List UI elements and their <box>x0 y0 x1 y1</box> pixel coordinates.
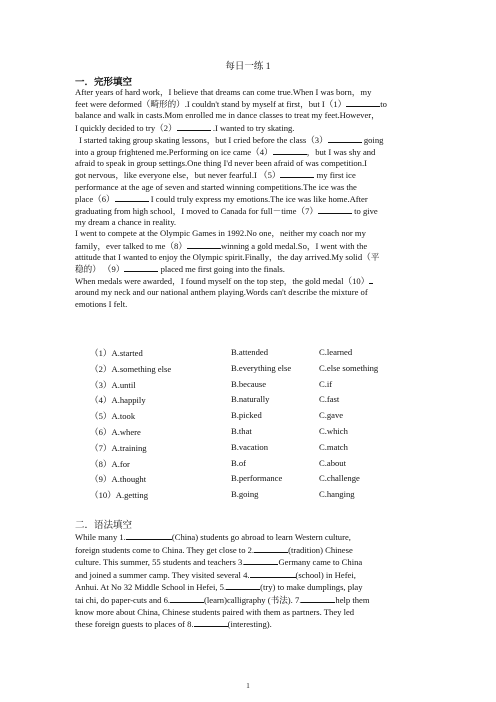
passage-line: know more about China, Chinese students paired with them as partners. They led <box>75 606 355 617</box>
option-b[interactable]: B.vacation <box>231 441 268 452</box>
blank-8[interactable] <box>187 240 221 249</box>
passage-line: feet were deformed（畸形的）.I couldn't stand by myself at first，but I（1） to <box>75 99 387 110</box>
option-a[interactable]: （3）A.until <box>90 379 136 390</box>
passage-line: balance and walk in casts.Mom enrolled me in dance classes to treat my feet.However， <box>75 110 380 121</box>
option-c[interactable]: C.challenge <box>319 473 360 484</box>
passage-line: foreign students come to China. They get close to 2. (tradition) Chinese <box>75 544 353 555</box>
blank-1[interactable] <box>346 98 380 107</box>
passage-line: tai chi, do paper-cuts and 6. (learn)calligraphy (书法). 7. help them <box>75 594 370 605</box>
option-a[interactable]: （5）A.took <box>90 411 136 422</box>
option-a[interactable]: （4）A.happily <box>90 395 146 406</box>
passage-line: When medals were awarded，I found myself on the top step，the gold medal（10） <box>75 275 425 287</box>
passage-line: I started taking group skating lessons，but I cried before the class（3） going <box>79 134 384 145</box>
grammar-passage <box>75 531 425 631</box>
blank-9[interactable] <box>124 263 158 272</box>
passage-line: graduating from high school，I moved to Canada for full－time（7） to give <box>75 206 378 217</box>
blank-g2[interactable] <box>254 544 288 553</box>
option-c[interactable]: C.if <box>319 378 333 389</box>
option-a[interactable]: （6）A.where <box>90 426 141 437</box>
page-number: 1 <box>246 682 250 690</box>
option-c[interactable]: C.fast <box>319 394 340 405</box>
passage-line: around my neck and our national anthem playing.Words can't describe the mixture of <box>75 287 368 298</box>
section1-heading: 一．完形填空 <box>75 78 133 88</box>
blank-3[interactable] <box>328 134 362 143</box>
passage-line: my dream a chance in reality. <box>75 217 177 228</box>
blank-g8[interactable] <box>194 618 228 627</box>
blank-g5[interactable] <box>226 581 260 590</box>
blank-2[interactable] <box>177 122 211 131</box>
blank-g3[interactable] <box>244 556 278 565</box>
section2-heading: 二．语法填空 <box>75 521 133 531</box>
option-b[interactable]: B.picked <box>231 410 262 421</box>
passage-line: and joined a summer camp. They visited several 4. (school) in Hefei, <box>75 569 356 580</box>
passage-line: Anhui. At No 32 Middle School in Hefei, 5. (try) to make dumplings, play <box>75 582 363 593</box>
passage-line: 稳的） （9） placed me first going into the finals. <box>75 264 285 275</box>
passage-line: afraid to speak in group settings.One thing I'd never been afraid of was competition.I <box>75 158 367 169</box>
option-b[interactable]: B.going <box>231 489 259 500</box>
option-c[interactable]: C.match <box>319 441 348 452</box>
option-b[interactable]: B.naturally <box>231 394 270 405</box>
option-a[interactable]: （2）A.something else <box>90 363 172 374</box>
passage-line: attitude that I wanted to enjoy the Olympic spirit.Finally，the day arrived.My solid（平 <box>75 251 380 262</box>
passage-line: place（6） I could truly express my emotions.The ice was like home.After <box>75 193 368 204</box>
passage-line: emotions I felt. <box>75 298 128 309</box>
option-c[interactable]: C.gave <box>319 410 344 421</box>
option-c[interactable]: C.else something <box>319 362 379 373</box>
passage-line: While many 1. (China) students go abroad to learn Western culture, <box>75 532 351 542</box>
passage-line: into a group frightened me.Performing on ice came（4） ，but I was shy and <box>75 147 376 158</box>
option-c[interactable]: C.hanging <box>319 489 355 500</box>
option-a[interactable]: （7）A.training <box>90 442 147 453</box>
cloze-passage <box>75 87 425 310</box>
passage-line: got nervous，like everyone else，but never fearful.I （5） my first ice <box>75 170 356 181</box>
option-b[interactable]: B.that <box>231 425 252 436</box>
option-a[interactable]: （1）A.started <box>90 348 143 358</box>
option-c[interactable]: C.which <box>319 425 348 436</box>
option-a[interactable]: （8）A.for <box>90 458 130 469</box>
passage-line: culture. This summer, 55 students and teachers 3. Germany came to China <box>75 557 363 568</box>
option-a[interactable]: （9）A.thought <box>90 474 147 485</box>
blank-g6[interactable] <box>170 594 204 603</box>
option-b[interactable]: B.of <box>231 457 247 468</box>
passage-line: family，ever talked to me（8） winning a gold medal.So，I went with the <box>75 240 368 251</box>
passage-line: these foreign guests to places of 8. (interesting). <box>75 619 272 630</box>
blank-6[interactable] <box>115 193 149 202</box>
passage-line: I went to compete at the Olympic Games in 1992.No one，neither my coach nor my <box>75 228 366 239</box>
option-b[interactable]: B.performance <box>231 473 283 484</box>
option-c[interactable]: C.learned <box>319 347 353 357</box>
blank-7[interactable] <box>318 205 352 214</box>
option-b[interactable]: B.because <box>231 378 267 389</box>
option-a[interactable]: （10）A.getting <box>90 490 149 501</box>
page-title: 每日一练 1 <box>225 62 271 72</box>
passage-line: performance at the age of seven and started winning competitions.The ice was the <box>75 181 357 192</box>
option-b[interactable]: B.attended <box>231 347 268 357</box>
blank-g1[interactable] <box>126 531 172 540</box>
blank-g4[interactable] <box>250 569 296 578</box>
option-b[interactable]: B.everything else <box>231 362 292 373</box>
blank-5[interactable] <box>280 169 314 178</box>
passage-line: I quickly decided to try（2） .I wanted to try skating. <box>75 122 295 133</box>
passage-line: After years of hard work，I believe that dreams can come true.When I was born，my <box>75 87 372 97</box>
blank-10[interactable] <box>369 275 373 284</box>
blank-4[interactable] <box>273 146 307 155</box>
option-c[interactable]: C.about <box>319 457 346 468</box>
blank-g7[interactable] <box>301 594 335 603</box>
